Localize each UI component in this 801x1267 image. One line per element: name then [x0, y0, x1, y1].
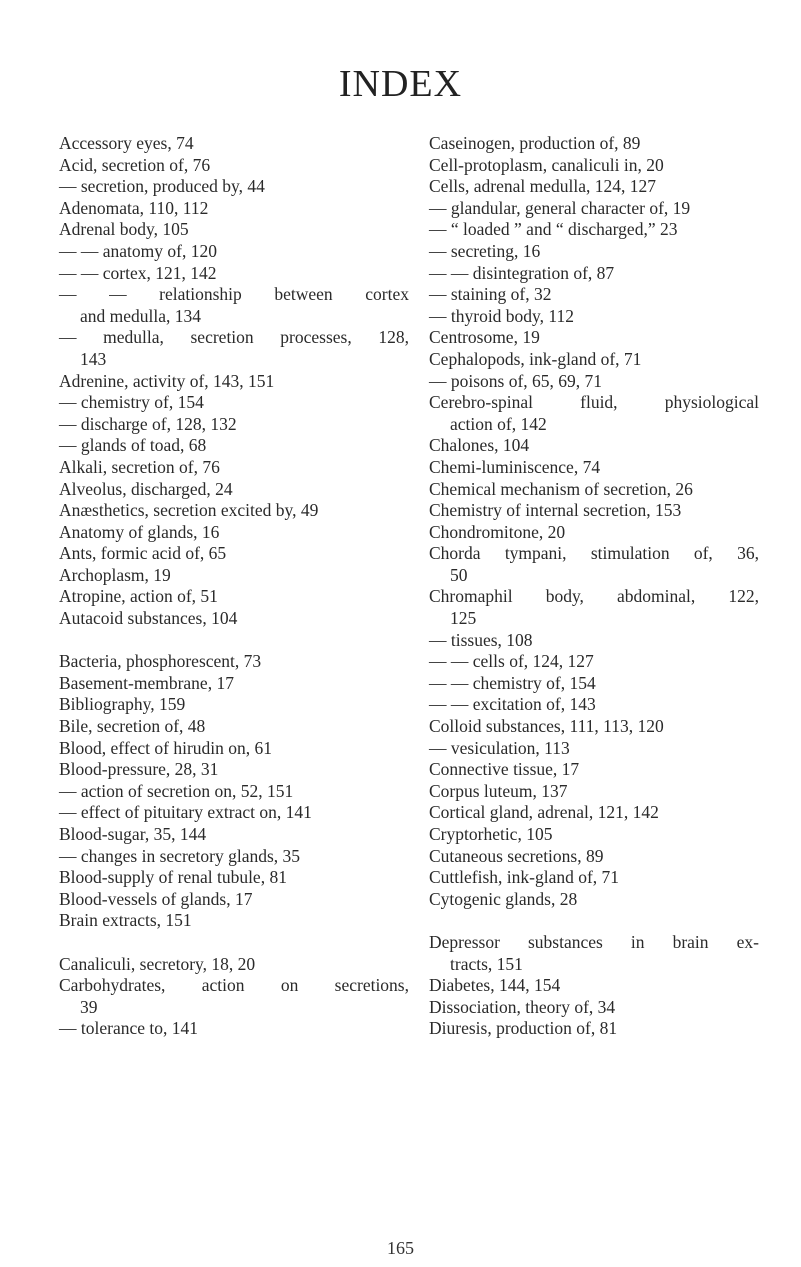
index-entry: — — cortex, 121, 142: [59, 262, 217, 283]
index-entry: Dissociation, theory of, 34: [429, 996, 616, 1017]
index-entry: Carbohydrates, action on secretions,: [59, 975, 409, 996]
index-entry: Acid, secretion of, 76: [59, 154, 211, 175]
index-entry: — effect of pituitary extract on, 141: [59, 802, 312, 823]
index-entry: Connective tissue, 17: [429, 759, 580, 780]
index-entry: 39: [80, 996, 98, 1017]
index-entry: — discharge of, 128, 132: [59, 413, 237, 434]
index-entry: — chemistry of, 154: [59, 392, 204, 413]
index-entry: — medulla, secretion processes, 128,: [59, 327, 409, 348]
index-entry: Ants, formic acid of, 65: [59, 543, 227, 564]
index-entry: 50: [450, 564, 468, 585]
index-entry: Cephalopods, ink-gland of, 71: [429, 348, 642, 369]
index-entry: Chromaphil body, abdominal, 122,: [429, 586, 759, 607]
section-gap: [59, 630, 409, 652]
index-entry: — glands of toad, 68: [59, 435, 207, 456]
index-entry: Diabetes, 144, 154: [429, 975, 561, 996]
index-entry: Cells, adrenal medulla, 124, 127: [429, 176, 656, 197]
index-entry: — — chemistry of, 154: [429, 672, 596, 693]
index-entry: Autacoid substances, 104: [59, 608, 238, 629]
index-entry: Adenomata, 110, 112: [59, 197, 209, 218]
index-entry: Diuresis, production of, 81: [429, 1018, 618, 1039]
index-entry: Basement-membrane, 17: [59, 672, 234, 693]
index-entry: — secretion, produced by, 44: [59, 176, 265, 197]
index-entry: Archoplasm, 19: [59, 564, 171, 585]
section-gap: [429, 910, 759, 932]
index-entry: Blood-supply of renal tubule, 81: [59, 867, 287, 888]
index-entry: — action of secretion on, 52, 151: [59, 780, 294, 801]
index-entry: Bibliography, 159: [59, 694, 186, 715]
index-entry: Brain extracts, 151: [59, 910, 192, 931]
index-entry: Blood-sugar, 35, 144: [59, 824, 207, 844]
index-column-left: [59, 133, 409, 1040]
index-entry: Accessory eyes, 74: [59, 133, 194, 153]
index-entry: — secreting, 16: [429, 240, 541, 261]
page-title: INDEX: [338, 63, 463, 105]
index-entry: Chemistry of internal secretion, 153: [429, 500, 682, 521]
index-entry: 143: [80, 348, 107, 369]
index-entry: — changes in secretory glands, 35: [59, 845, 301, 866]
index-entry: Corpus luteum, 137: [429, 780, 568, 801]
index-entry: Blood, effect of hirudin on, 61: [59, 737, 273, 758]
index-entry: — vesiculation, 113: [429, 737, 570, 758]
index-entry: Anæsthetics, secretion excited by, 49: [59, 500, 319, 521]
index-entry: tracts, 151: [450, 953, 523, 974]
section-gap: [59, 932, 409, 954]
index-entry: Chondromitone, 20: [429, 521, 566, 542]
index-entry: Colloid substances, 111, 113, 120: [429, 716, 664, 737]
index-entry: — — disintegration of, 87: [429, 262, 615, 283]
index-entry: Cutaneous secretions, 89: [429, 845, 604, 866]
index-entry: Alveolus, discharged, 24: [59, 478, 233, 499]
index-entry: 125: [450, 608, 477, 629]
index-entry: Chemi-luminiscence, 74: [429, 456, 601, 477]
index-entry: — glandular, general character of, 19: [429, 197, 691, 218]
page-number: 165: [387, 1238, 414, 1258]
index-entry: Blood-pressure, 28, 31: [59, 759, 219, 780]
index-entry: Cytogenic glands, 28: [429, 888, 578, 909]
index-entry: Adrenine, activity of, 143, 151: [59, 370, 275, 391]
index-entry: Chorda tympani, stimulation of, 36,: [429, 543, 759, 564]
index-entry: Cuttlefish, ink-gland of, 71: [429, 867, 620, 888]
index-entry: Chemical mechanism of secretion, 26: [429, 478, 693, 499]
index-entry: Cerebro-spinal fluid, physiological: [429, 392, 759, 413]
index-entry: Bacteria, phosphorescent, 73: [59, 651, 262, 672]
index-entry: — “ loaded ” and “ discharged,” 23: [429, 219, 678, 240]
index-entry: Cell-protoplasm, canaliculi in, 20: [429, 154, 664, 175]
index-entry: action of, 142: [450, 413, 547, 434]
index-entry: Depressor substances in brain ex-: [429, 931, 759, 952]
index-entry: — poisons of, 65, 69, 71: [429, 370, 603, 391]
index-entry: Centrosome, 19: [429, 327, 540, 348]
index-entry: — — anatomy of, 120: [59, 240, 217, 261]
index-entry: — thyroid body, 112: [429, 305, 575, 326]
index-column-right: [429, 133, 759, 1040]
index-entry: — tissues, 108: [429, 629, 533, 650]
index-entry: Caseinogen, production of, 89: [429, 133, 641, 153]
index-entry: — tolerance to, 141: [59, 1018, 198, 1039]
index-entry: — staining of, 32: [429, 284, 552, 305]
index-entry: Chalones, 104: [429, 435, 530, 456]
index-entry: Blood-vessels of glands, 17: [59, 888, 253, 909]
index-entry: Canaliculi, secretory, 18, 20: [59, 953, 256, 974]
index-entry: Atropine, action of, 51: [59, 586, 218, 607]
index-entry: Adrenal body, 105: [59, 219, 189, 240]
index-entry: — — excitation of, 143: [429, 694, 596, 715]
index-entry: Bile, secretion of, 48: [59, 716, 206, 737]
index-entry: Cryptorhetic, 105: [429, 824, 553, 844]
index-entry: Alkali, secretion of, 76: [59, 456, 220, 477]
index-entry: Anatomy of glands, 16: [59, 521, 220, 542]
index-entry: — — relationship between cortex: [59, 284, 409, 305]
index-entry: — — cells of, 124, 127: [429, 651, 594, 672]
index-entry: and medulla, 134: [80, 305, 202, 326]
index-entry: Cortical gland, adrenal, 121, 142: [429, 802, 659, 823]
